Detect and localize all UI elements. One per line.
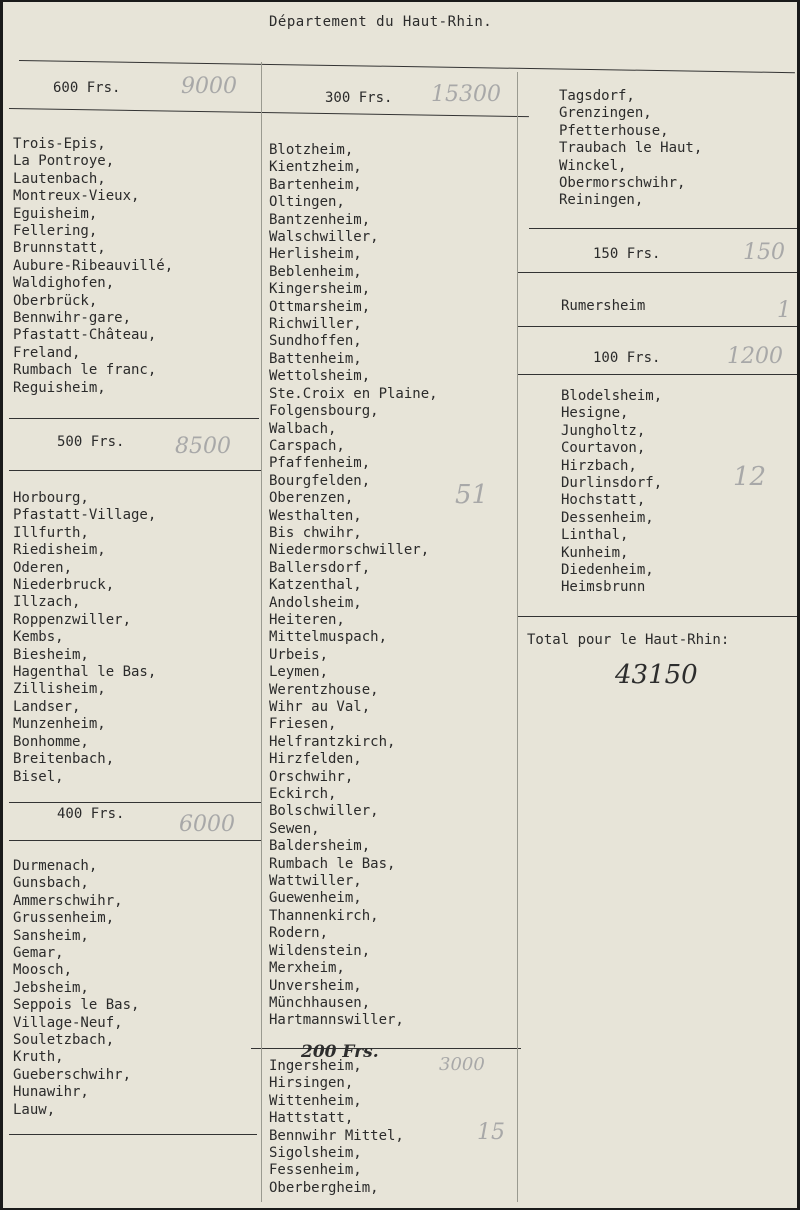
list-item: Kientzheim, <box>269 159 362 176</box>
pencil-count-100: 12 <box>733 462 767 492</box>
rule-200-head <box>251 1048 521 1049</box>
list-item: Jungholtz, <box>561 422 646 439</box>
list-item: Aubure-Ribeauvillé, <box>13 257 174 274</box>
heading-150: 150 Frs. <box>593 246 661 262</box>
total-value: 43150 <box>615 660 698 690</box>
list-item: Baldersheim, <box>269 838 371 855</box>
list-item: Breitenbach, <box>13 751 115 768</box>
list-item: Pfetterhouse, <box>559 122 669 139</box>
pencil-count-300: 51 <box>455 480 489 510</box>
list-item: Walschwiller, <box>269 229 379 246</box>
list-item: Friesen, <box>269 716 337 733</box>
list-item: Lautenbach, <box>13 170 106 187</box>
rule-100-end <box>517 616 797 617</box>
list-item: Landser, <box>13 698 81 715</box>
list-item: Ammerschwihr, <box>13 892 123 909</box>
list-item: Rumersheim <box>561 298 646 314</box>
pencil-total-100: 1200 <box>727 344 783 369</box>
list-item: Hirsingen, <box>269 1075 354 1092</box>
list-item: Grenzingen, <box>559 105 652 122</box>
rule-600-end <box>9 418 259 419</box>
list-item: Oberbergheim, <box>269 1179 379 1196</box>
list-item: Sigolsheim, <box>269 1145 362 1162</box>
heading-400: 400 Frs. <box>57 806 125 822</box>
pencil-count-200: 15 <box>477 1120 505 1145</box>
list-item: Hesigne, <box>561 405 629 422</box>
list-item: Niederbruck, <box>13 577 115 594</box>
list-item: Rumbach le franc, <box>13 362 157 379</box>
rule-150-head <box>517 272 797 273</box>
list-item: Hunawihr, <box>13 1084 89 1101</box>
list-item: Hattstatt, <box>269 1110 354 1127</box>
pencil-count-150: 1 <box>777 298 791 323</box>
heading-300: 300 Frs. <box>325 90 393 106</box>
pencil-total-500: 8500 <box>175 434 231 459</box>
rule-header-bottom <box>9 108 529 117</box>
list-item: Wettolsheim, <box>269 368 371 385</box>
list-item: Kruth, <box>13 1049 64 1066</box>
list-item: Bonhomme, <box>13 733 89 750</box>
list-item: Bennwihr-gare, <box>13 310 132 327</box>
list-item: Carspach, <box>269 437 345 454</box>
list-item: Gunsbach, <box>13 875 89 892</box>
list-item: Wattwiller, <box>269 873 362 890</box>
document-page <box>3 2 797 1208</box>
list-item: Lauw, <box>13 1101 56 1118</box>
rule-500-head <box>9 470 261 471</box>
list-item: Merxheim, <box>269 960 345 977</box>
list-item: Oltingen, <box>269 194 345 211</box>
list-item: Horbourg, <box>13 490 89 506</box>
heading-100: 100 Frs. <box>593 350 661 366</box>
pencil-total-400: 6000 <box>179 812 235 837</box>
list-item: Eckirch, <box>269 786 337 803</box>
list-500 <box>13 490 156 786</box>
list-item: Blodelsheim, <box>561 388 663 404</box>
rule-400-head <box>9 840 261 841</box>
list-item: Oberbrück, <box>13 292 98 309</box>
list-item: Linthal, <box>561 527 629 544</box>
list-item: Dessenheim, <box>561 509 654 526</box>
list-item: La Pontroye, <box>13 153 115 170</box>
list-item: Ballersdorf, <box>269 559 371 576</box>
list-300 <box>269 142 438 1030</box>
list-item: Unversheim, <box>269 977 362 994</box>
list-item: Hirzfelden, <box>269 751 362 768</box>
list-item: Tagsdorf, <box>559 88 635 104</box>
list-item: Fessenheim, <box>269 1162 362 1179</box>
list-item: Moosch, <box>13 962 73 979</box>
list-item: Illfurth, <box>13 524 89 541</box>
list-item: Werentzhouse, <box>269 681 379 698</box>
column-divider-right <box>517 72 518 1202</box>
list-item: Katzenthal, <box>269 577 362 594</box>
list-item: Riedisheim, <box>13 542 106 559</box>
list-item: Sewen, <box>269 820 320 837</box>
list-item: Helfrantzkirch, <box>269 733 396 750</box>
list-item: Jebsheim, <box>13 979 89 996</box>
list-item: Heiteren, <box>269 611 345 628</box>
list-item: Freland, <box>13 344 81 361</box>
list-item: Folgensbourg, <box>269 403 379 420</box>
heading-200: 200 Frs. <box>301 1042 379 1062</box>
list-item: Blotzheim, <box>269 142 354 158</box>
list-item: Waldighofen, <box>13 275 115 292</box>
list-item: Bisel, <box>13 768 64 785</box>
list-item: Bennwihr Mittel, <box>269 1127 404 1144</box>
list-item: Gueberschwihr, <box>13 1066 132 1083</box>
list-item: Rumbach le Bas, <box>269 855 396 872</box>
list-item: Pfaffenheim, <box>269 455 371 472</box>
heading-500: 500 Frs. <box>57 434 125 450</box>
rule-top <box>19 60 795 73</box>
list-item: Hirzbach, <box>561 457 637 474</box>
list-item: Durmenach, <box>13 858 98 874</box>
pencil-total-600: 9000 <box>181 74 237 99</box>
list-item: Bantzenheim, <box>269 211 371 228</box>
list-item: Kunheim, <box>561 544 629 561</box>
list-item: Roppenzwiller, <box>13 611 132 628</box>
list-item: Hagenthal le Bas, <box>13 664 157 681</box>
list-item: Reiningen, <box>559 192 644 209</box>
list-item: Oderen, <box>13 559 73 576</box>
list-item: Seppois le Bas, <box>13 997 140 1014</box>
list-item: Pfastatt-Village, <box>13 507 157 524</box>
list-item: Trois-Epis, <box>13 136 106 152</box>
list-item: Hartmannswiller, <box>269 1012 404 1029</box>
list-300-continued <box>559 88 702 210</box>
list-item: Grussenheim, <box>13 910 115 927</box>
list-item: Reguisheim, <box>13 379 106 396</box>
list-150 <box>561 298 645 315</box>
list-item: Battenheim, <box>269 350 362 367</box>
rule-500-end <box>9 802 261 803</box>
list-item: Bis chwihr, <box>269 524 362 541</box>
list-item: Ste.Croix en Plaine, <box>269 385 438 402</box>
list-item: Zillisheim, <box>13 681 106 698</box>
heading-600: 600 Frs. <box>53 80 121 96</box>
list-item: Thannenkirch, <box>269 907 379 924</box>
list-600 <box>13 136 173 397</box>
list-item: Wihr au Val, <box>269 699 371 715</box>
list-item: Munzenheim, <box>13 716 106 733</box>
list-item: Sansheim, <box>13 927 89 944</box>
list-item: Oberenzen, <box>269 490 354 507</box>
list-item: Obermorschwihr, <box>559 175 686 192</box>
list-item: Gemar, <box>13 945 64 962</box>
list-item: Montreux-Vieux, <box>13 188 140 205</box>
list-item: Kembs, <box>13 629 64 646</box>
list-item: Richwiller, <box>269 316 362 333</box>
list-item: Herlisheim, <box>269 246 362 263</box>
list-item: Walbach, <box>269 420 337 437</box>
list-200 <box>269 1058 404 1197</box>
list-item: Beblenheim, <box>269 263 362 280</box>
column-divider-left <box>261 62 262 1202</box>
list-item: Orschwihr, <box>269 768 354 785</box>
list-item: Westhalten, <box>269 507 362 524</box>
list-item: Sundhoffen, <box>269 333 362 350</box>
list-item: Souletzbach, <box>13 1032 115 1049</box>
list-item: Andolsheim, <box>269 594 362 611</box>
list-item: Bourgfelden, <box>269 472 371 489</box>
list-item: Eguisheim, <box>13 205 98 222</box>
list-item: Urbeis, <box>269 646 329 663</box>
list-item: Traubach le Haut, <box>559 140 703 157</box>
list-item: Niedermorschwiller, <box>269 542 430 559</box>
list-item: Hochstatt, <box>561 492 646 509</box>
list-item: Biesheim, <box>13 646 89 663</box>
list-item: Illzach, <box>13 594 81 611</box>
list-item: Bolschwiller, <box>269 803 379 820</box>
list-item: Village-Neuf, <box>13 1014 123 1031</box>
list-item: Leymen, <box>269 664 329 681</box>
list-item: Kingersheim, <box>269 281 371 298</box>
list-item: Diedenheim, <box>561 562 654 579</box>
list-item: Wildenstein, <box>269 942 371 959</box>
list-item: Courtavon, <box>561 440 646 457</box>
list-item: Winckel, <box>559 157 627 174</box>
list-item: Pfastatt-Château, <box>13 327 157 344</box>
page-title: Département du Haut-Rhin. <box>269 14 493 30</box>
list-item: Rodern, <box>269 925 329 942</box>
list-item: Guewenheim, <box>269 890 362 907</box>
rule-150-end <box>517 326 797 327</box>
list-item: Ottmarsheim, <box>269 298 371 315</box>
list-item: Heimsbrunn <box>561 579 646 596</box>
list-item: Fellering, <box>13 223 98 240</box>
pencil-total-200: 3000 <box>439 1054 485 1075</box>
list-item: Münchhausen, <box>269 994 371 1011</box>
list-item: Durlinsdorf, <box>561 475 663 492</box>
rule-cont-end <box>529 228 797 229</box>
list-item: Wittenheim, <box>269 1092 362 1109</box>
list-item: Bartenheim, <box>269 176 362 193</box>
list-100 <box>561 388 662 597</box>
rule-400-end <box>9 1134 257 1135</box>
list-400 <box>13 858 139 1119</box>
pencil-total-150: 150 <box>743 240 785 265</box>
rule-100-head <box>517 374 797 375</box>
pencil-total-300: 15300 <box>431 82 501 107</box>
list-item: Ingersheim, <box>269 1058 362 1074</box>
list-item: Brunnstatt, <box>13 240 106 257</box>
total-label: Total pour le Haut-Rhin: <box>527 632 730 648</box>
list-item: Mittelmuspach, <box>269 629 388 646</box>
